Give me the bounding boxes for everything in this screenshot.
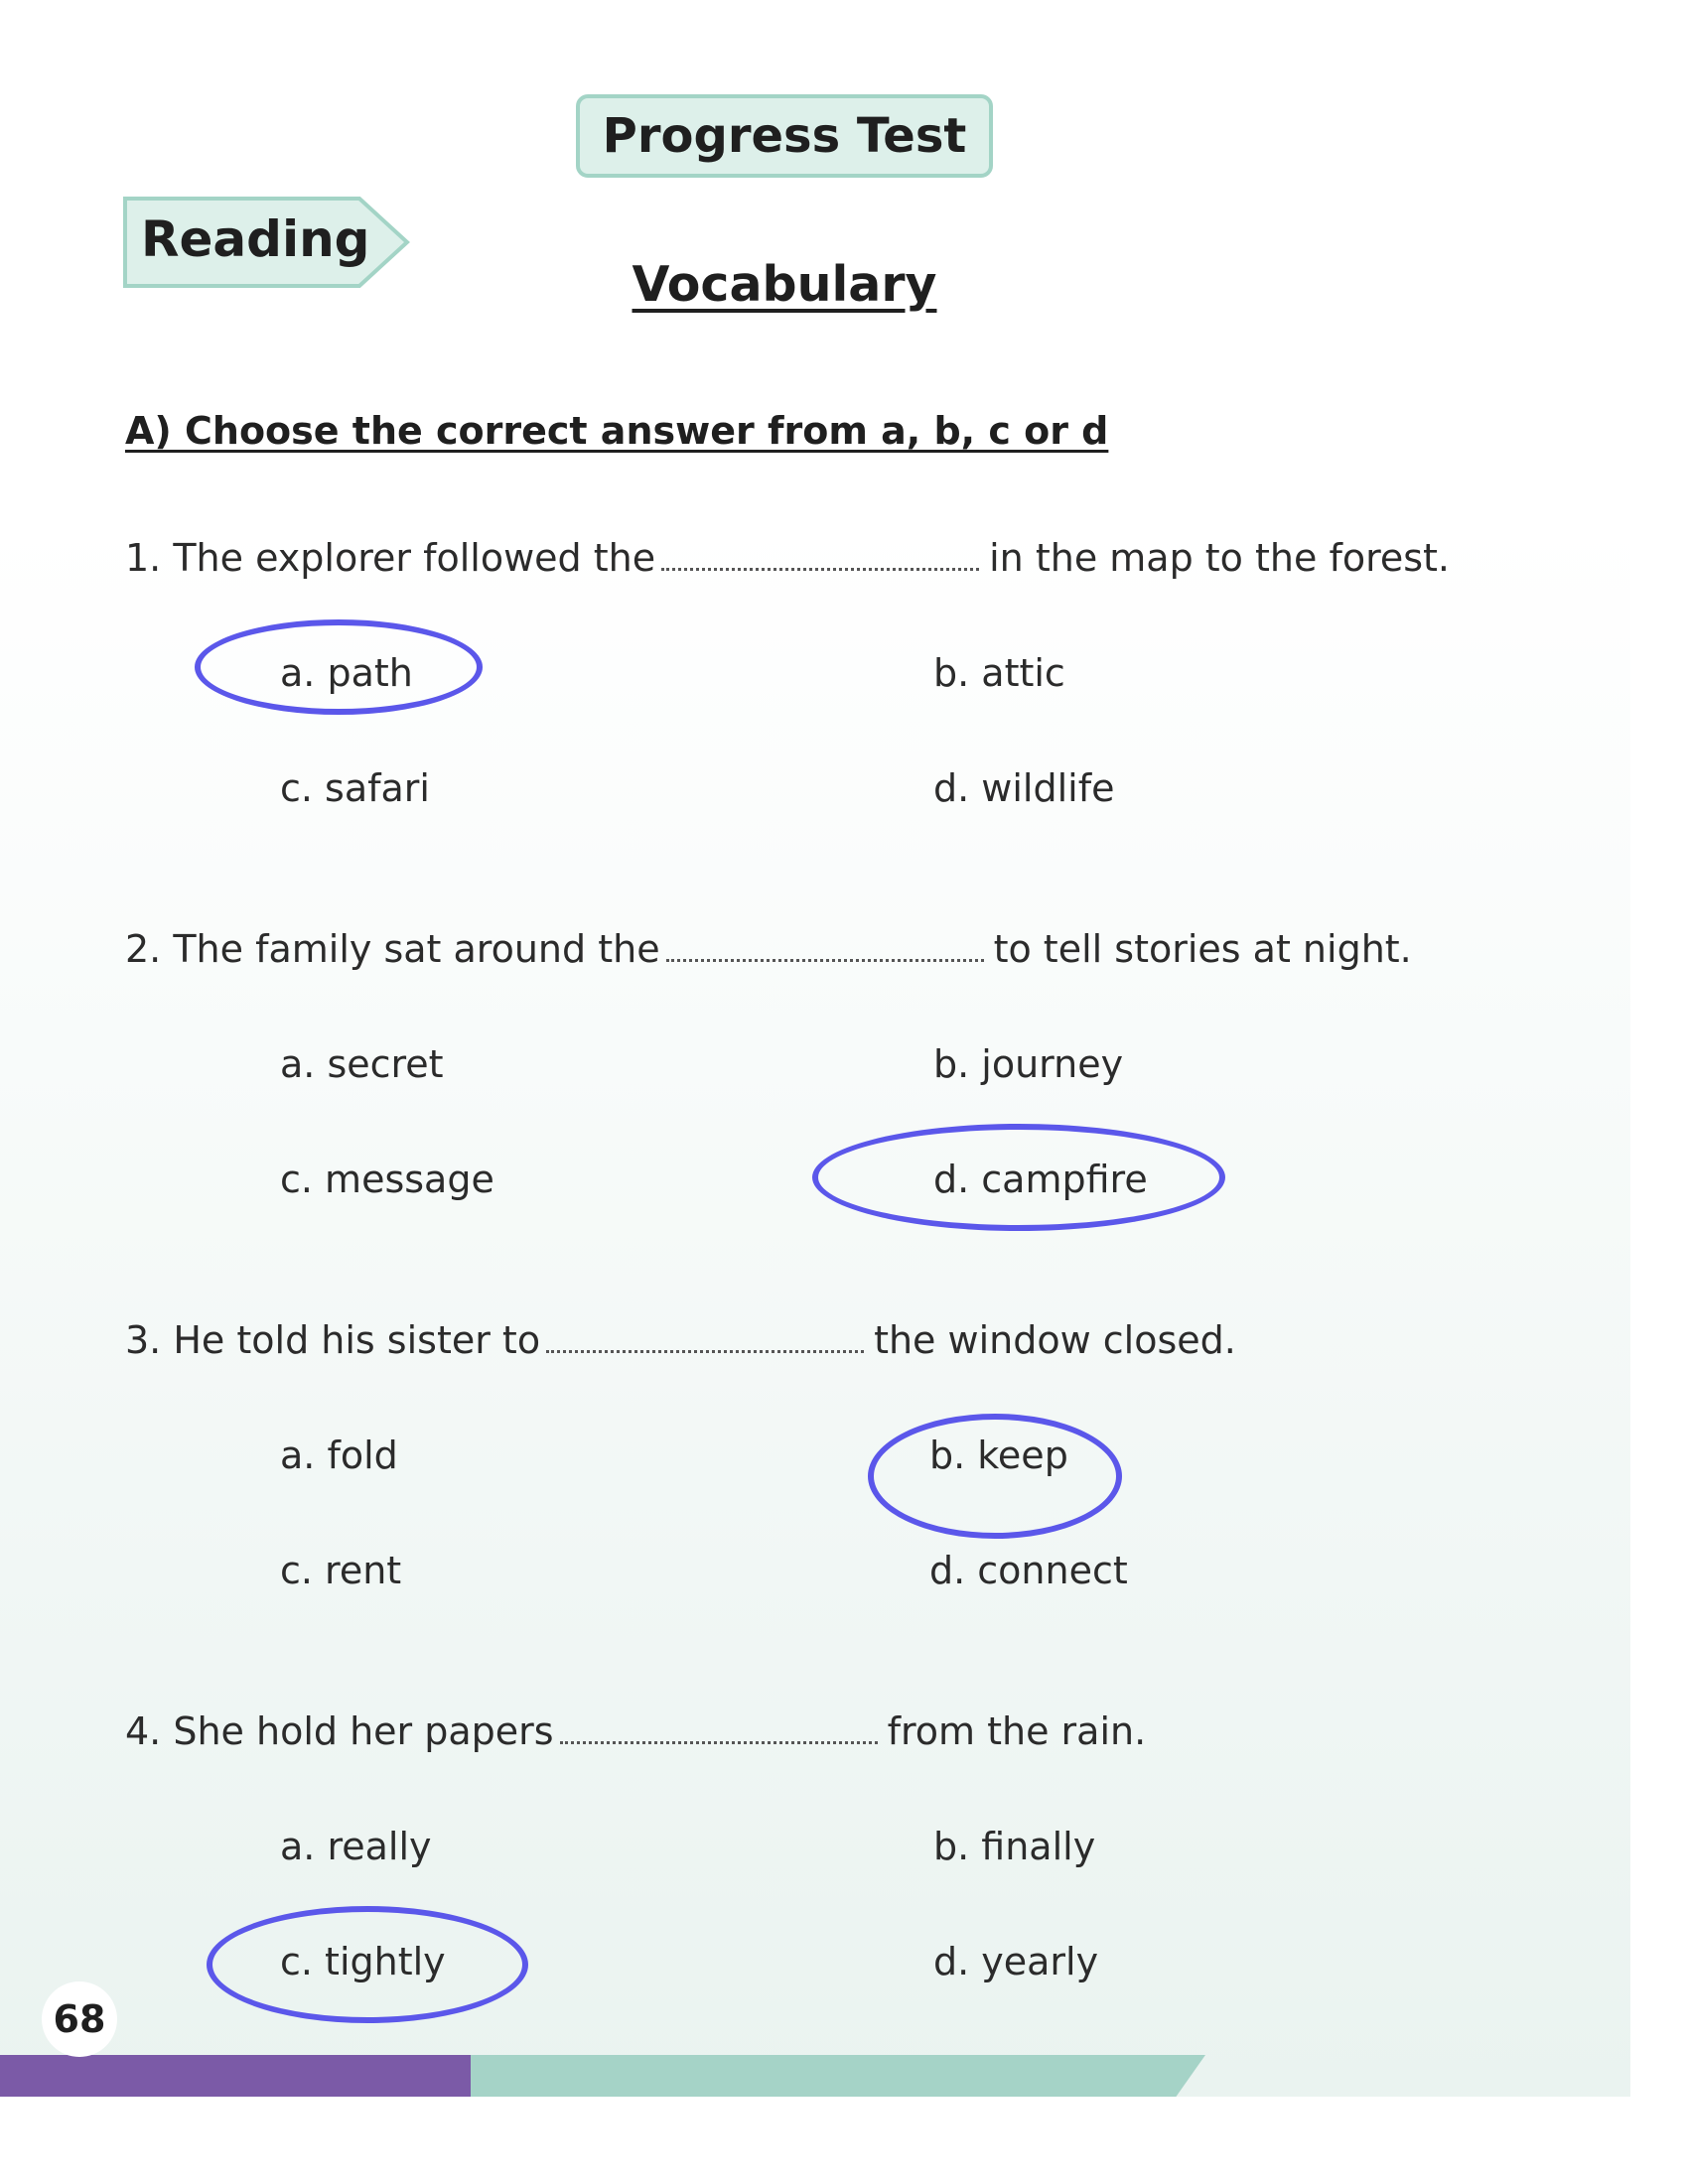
page-number: 68	[42, 1981, 117, 2057]
page-title: Progress Test	[576, 94, 993, 178]
question-1	[125, 536, 1450, 580]
option-b[interactable]: b. attic	[933, 651, 1065, 695]
section-tag-label: Reading	[141, 210, 370, 268]
option-b[interactable]: b. keep	[929, 1433, 1068, 1477]
option-c[interactable]: c. rent	[280, 1549, 402, 1592]
question-text: 2. The family sat around the	[125, 927, 660, 971]
answer-blank[interactable]	[666, 931, 984, 962]
footer-bar-purple	[0, 2055, 471, 2097]
option-b[interactable]: b. finally	[933, 1825, 1096, 1868]
option-d[interactable]: d. yearly	[933, 1940, 1099, 1983]
option-a[interactable]: a. secret	[280, 1042, 444, 1086]
question-3	[125, 1318, 1236, 1362]
option-c[interactable]: c. safari	[280, 766, 430, 810]
question-text: 3. He told his sister to	[125, 1318, 541, 1362]
instruction: A) Choose the correct answer from a, b, c or d	[125, 409, 1109, 453]
option-c[interactable]: c. message	[280, 1158, 494, 1201]
question-text: from the rain.	[887, 1709, 1147, 1753]
question-2	[125, 927, 1412, 971]
option-d[interactable]: d. wildlife	[933, 766, 1115, 810]
option-d[interactable]: d. campfire	[933, 1158, 1148, 1201]
answer-blank[interactable]	[546, 1322, 864, 1353]
section-heading: Vocabulary	[632, 256, 937, 313]
question-text: to tell stories at night.	[993, 927, 1412, 971]
question-text: in the map to the forest.	[989, 536, 1451, 580]
option-c[interactable]: c. tightly	[280, 1940, 446, 1983]
question-text: the window closed.	[874, 1318, 1236, 1362]
option-a[interactable]: a. path	[280, 651, 413, 695]
option-d[interactable]: d. connect	[929, 1549, 1128, 1592]
question-text: 4. She hold her papers	[125, 1709, 554, 1753]
question-text: 1. The explorer followed the	[125, 536, 656, 580]
option-a[interactable]: a. really	[280, 1825, 432, 1868]
option-a[interactable]: a. fold	[280, 1433, 398, 1477]
footer-bar-teal	[471, 2055, 1205, 2097]
option-b[interactable]: b. journey	[933, 1042, 1124, 1086]
question-4	[125, 1709, 1146, 1753]
answer-blank[interactable]	[560, 1713, 878, 1744]
answer-blank[interactable]	[661, 540, 979, 571]
